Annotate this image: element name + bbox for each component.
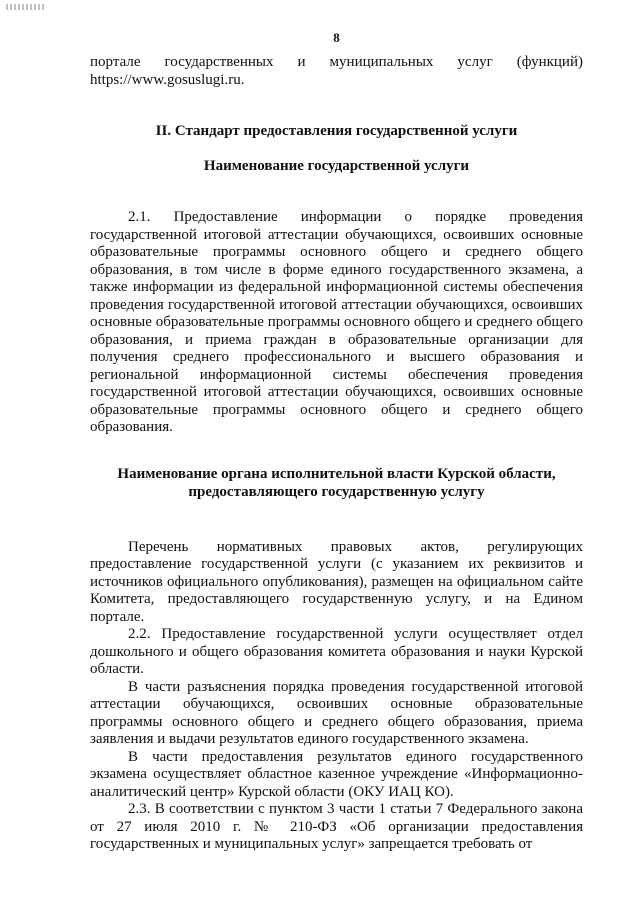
- paragraph-2-3: 2.3. В соответствии с пунктом 3 части 1 статьи 7 Федерального закона от 27 июля 2010 г. № 210-ФЗ «Об организации предоставления государственных и муниципальных услуг» запрещается требовать от: [90, 801, 583, 852]
- paragraph-results: В части предоставления результатов единого государственного экзамена осуществляет областное казенное учреждение «Информационно-аналитический центр» Курской области (ОКУ ИАЦ КО).: [90, 748, 583, 800]
- organ-heading: [90, 465, 583, 501]
- organ-heading-line1: Наименование органа исполнительной власти Курской области,: [117, 465, 556, 482]
- section-heading: II. Стандарт предоставления государственной услуги: [155, 123, 518, 139]
- paragraph-2-2: 2.2. Предоставление государственной услуги осуществляет отдел дошкольного и общего образования комитета образования и науки Курской области.: [90, 626, 583, 677]
- intro-paragraph: порталe государственных и муниципальных услуг (функций) https://www.gosuslugi.ru.: [90, 54, 583, 88]
- service-name-heading: Наименование государственной услуги: [203, 158, 470, 174]
- paragraph-legal-acts: Перечень нормативных правовых актов, регулирующих предоставление государственной услуги (с указанием их реквизитов и источников официального опубликования), размещен на официальном сайте Комитета, предоставляющего государственную услугу, и на Едином портале.: [90, 538, 583, 625]
- organ-heading-line2: предоставляющего государственную услугу: [188, 483, 485, 500]
- page-number: 8: [333, 30, 340, 45]
- paragraph-explanation: В части разъяснения порядка проведения государственной итоговой аттестации обучающихся, освоивших основные образовательные программы основного общего и среднего общего образования, приема заявления и выдачи результатов единого государственного экзамена.: [90, 678, 583, 747]
- paragraph-2-1: 2.1. Предоставление информации о порядке проведения государственной итоговой аттестации обучающихся, освоивших основные образовательные программы основного общего и среднего общего образования, в том числе в форме единого государственного экзамена, а также информации из федеральной информационной системы обеспечения проведения государственной итоговой аттестации обучающихся, освоивших основные образовательные программы основного общего и среднего общего образования, и приема граждан в образовательные организации для получения среднего профессионального и высшего образования и региональной информационной системы обеспечения проведения государственной итоговой аттестации обучающихся, освоивших основные образовательные программы основного общего и среднего общего образования.: [90, 209, 583, 435]
